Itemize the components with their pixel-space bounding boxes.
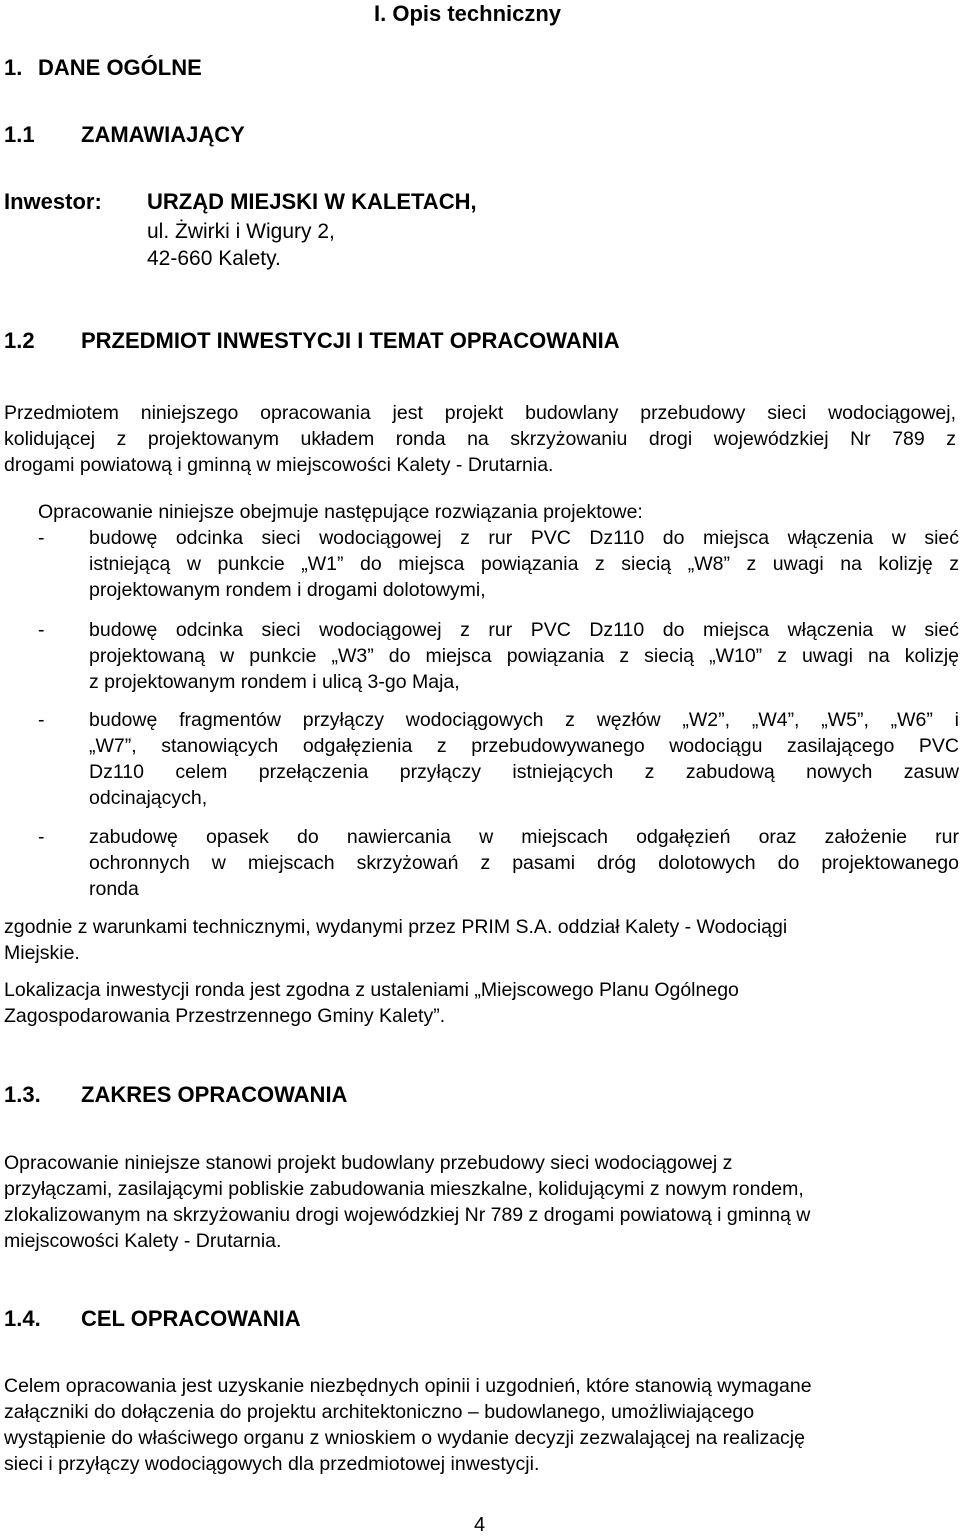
section-1-3-number: 1.3. [4,1082,41,1107]
investor-street: ul. Żwirki i Wigury 2, [147,220,335,243]
page-number: 4 [474,1514,486,1536]
section-1-1-number: 1.1 [4,122,35,147]
document-title: I. Opis techniczny [374,1,562,26]
section-1-number: 1. [4,55,23,80]
paragraph-range: Opracowanie niniejsze stanowi projekt budowlany przebudowy sieci wodociągowej z przyłączami, zasilającymi pobliskie zabudowania mieszkalne, kolidującymi z nowym rondem, zlokalizowanym na skrzyżowaniu drogi wojewódzkiej Nr 789 z drogami powiatową i gminną w miejscowości Kalety - Drutarnia. [4,1152,811,1252]
paragraph-goal: Celem opracowania jest uzyskanie niezbędnych opinii i uzgodnień, które stanowią wymagane załączniki do dołączenia do projektu architektoniczno – budowlanego, umożliwiającego wystąpienie do właściwego organu z wnioskiem o wydanie decyzji zezwalającej na realizację sieci i przyłączy wodociągowych dla przedmiotowej inwestycji. [4,1375,812,1475]
investor-name: URZĄD MIEJSKI W KALETACH, [147,189,477,214]
investor-city: 42-660 Kalety. [147,247,281,270]
paragraph-subject: Przedmiotem niniejszego opracowania jest projekt budowlany przebudowy sieci wodociągowej, kolidującej z projektowanym układem ronda na skrzyżowaniu drogi wojewódzkiej Nr 789 z drogami powiatową i gminną w miejscowości Kalety - Drutarnia. [4,402,956,476]
section-1-2-number: 1.2 [4,328,35,353]
section-1-heading: DANE OGÓLNE [38,55,202,80]
paragraph-conditions: zgodnie z warunkami technicznymi, wydanymi przez PRIM S.A. oddział Kalety - Wodociągi Miejskie. [4,916,788,964]
section-1-1-heading: ZAMAWIAJĄCY [81,122,245,147]
paragraph-scope-intro: Opracowanie niniejsze obejmuje następujące rozwiązania projektowe: [38,501,643,523]
section-1-4-heading: CEL OPRACOWANIA [81,1306,301,1331]
paragraph-location: Lokalizacja inwestycji ronda jest zgodna z ustaleniami „Miejscowego Planu Ogólnego Zagospodarowania Przestrzennego Gminy Kalety”. [4,979,739,1027]
section-1-4-number: 1.4. [4,1306,41,1331]
section-1-2-heading: PRZEDMIOT INWESTYCJI I TEMAT OPRACOWANIA [81,328,620,353]
investor-label: Inwestor: [4,189,102,214]
section-1-3-heading: ZAKRES OPRACOWANIA [81,1082,348,1107]
